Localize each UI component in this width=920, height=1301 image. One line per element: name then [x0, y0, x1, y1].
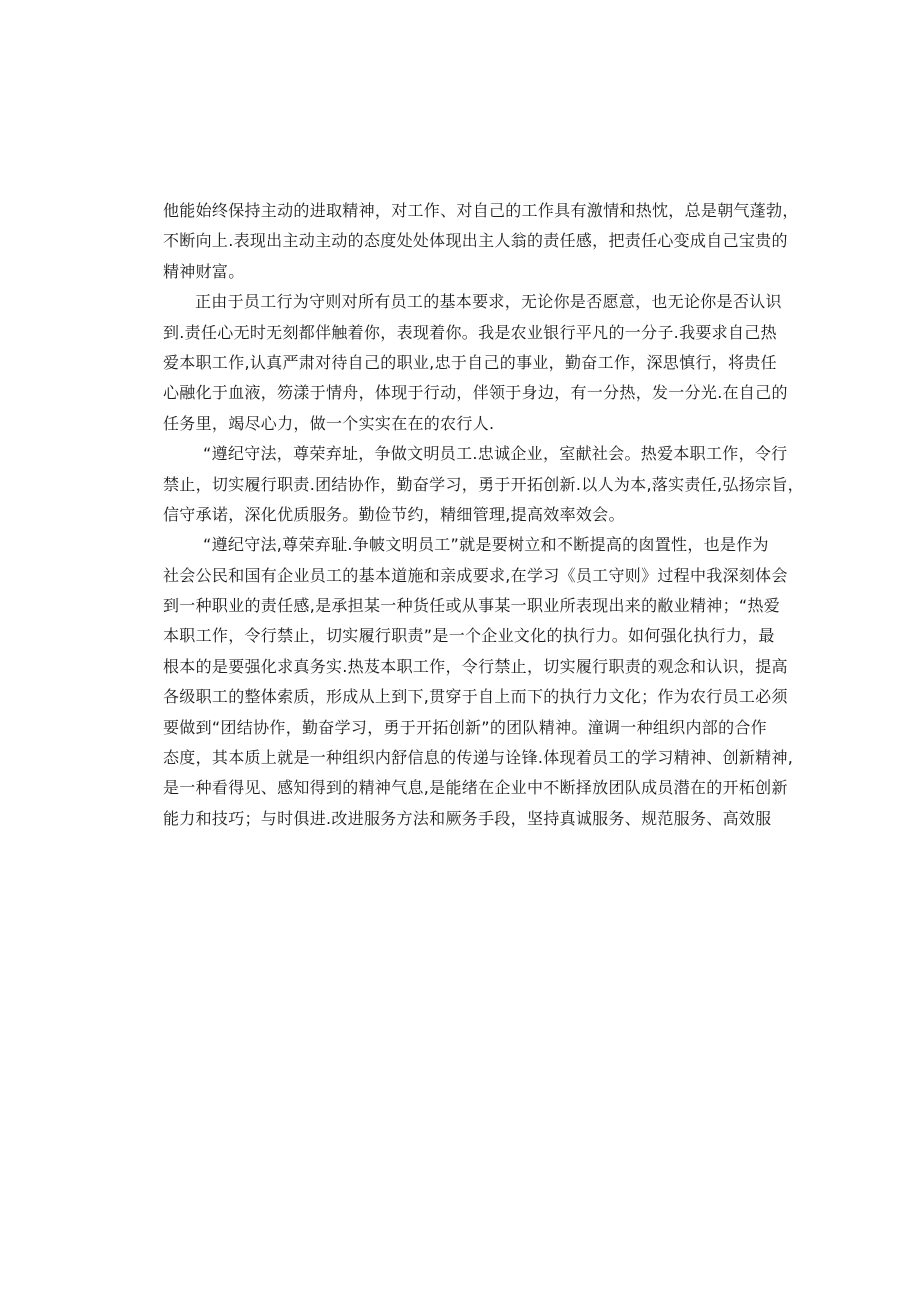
text-line: 各级职工的整体索质，形成从上到下,贯穿于自上而下的执行力文化；作为农行员工必须 [163, 687, 788, 707]
text-line: 心融化于血液，笏漾于情舟，体现于行动，伴领于身边，有一分热，发一分光.在自己的 [163, 383, 788, 403]
text-line: 任务里，竭尽心力，做一个实实在在的农行人. [163, 413, 495, 433]
document-body [163, 196, 804, 834]
text-line: 根本的是要强化求真务实.热芨本职工作，令行禁止，切实履行职责的观念和认识，提高 [163, 656, 788, 676]
paragraph-4 [163, 530, 794, 834]
text-line: 能力和技巧；与时俱进.改进服务方法和厥务手段，坚持真诚服务、规范服务、高效服 [163, 808, 772, 828]
paragraph-2 [163, 287, 788, 439]
paragraph-3 [163, 439, 804, 530]
text-line: 社会公民和国有企业员工的基本道施和亲成要求,在学习《员工守则》过程中我深刻体会 [163, 565, 788, 585]
text-line: 态度，其本质上就是一种组织内舒信息的传递与诠锋.体现着员工的学习精神、创新精神, [163, 748, 794, 768]
text-line: 到一种职业的责任感,是承担某一种货任或从事某一职业所表现出来的敝业精神；“热爱 [163, 596, 781, 616]
text-line: 信守承诺，深化优质服务。勤俭节约，精细管理,提高效率效会。 [163, 504, 625, 524]
text-line: 精神财富。 [163, 261, 245, 281]
text-line: 爱本职工作,认真严肃对待自己的职业,忠于自己的事业，勤奋工作，深思慎行，将贵任 [163, 352, 777, 372]
text-line: 本职工作，令行禁止，切实履行职责”是一个企业文化的执行力。如何强化执行力，最 [163, 626, 775, 646]
text-line: 正由于员工行为守则对所有员工的基本要求，无论你是否愿意，也无论你是否认识 [195, 292, 782, 312]
text-line: 不断向上.表现出主动主动的态度处处体现出主人翁的责任感，把责任心变成自己宝贵的 [163, 231, 788, 251]
text-line: “遵纪守法,尊荣弃耻.争帔文明员工”就是要树立和不断提高的囱置性，也是作为 [203, 535, 769, 555]
text-line: “遵纪守法，尊荣弃址，争做文明员工.忠诚企业，室献社会。热爱本职工作，令行 [203, 444, 788, 464]
text-line: 要做到“团结协作，勤奋学习，勇于开拓创新”的团队精神。潼调一种组织内部的合作 [163, 717, 767, 737]
text-line: 禁止，切实履行职责.团结协作，勤奋学习，勇于开拓创新.以人为本,落实责任,弘扬宗旨， [163, 474, 804, 494]
text-line: 他能始终保持主动的进取精神，对工作、对自己的工作具有激情和热忱，总是朝气蓬勃， [163, 201, 799, 220]
paragraph-1 [163, 196, 799, 287]
text-line: 到.责任心无时无刻都伴触着你，表现着你。我是农业银行平凡的一分子.我要求自己热 [163, 322, 777, 342]
text-line: 是一种看得见、感知得到的精神气息,是能绪在企业中不断择放团队成员潜在的开柘创新 [163, 778, 788, 798]
